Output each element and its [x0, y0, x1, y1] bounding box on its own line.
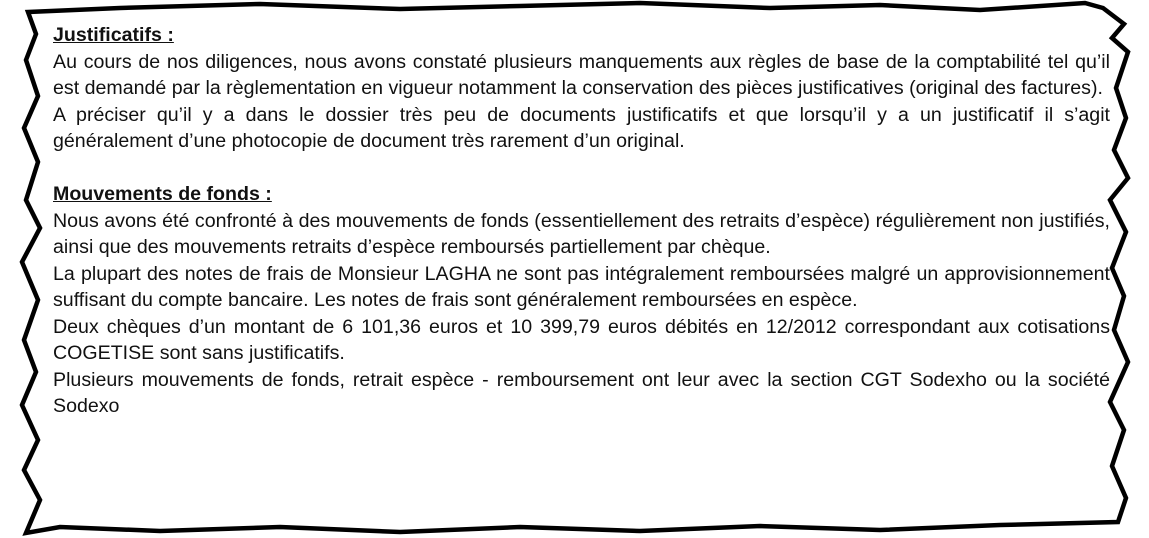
report-text [53, 22, 1110, 420]
paragraph: Nous avons été confronté à des mouvements de fonds (essentiellement des retraits d’espèce) régulièrement non justifiés, ainsi que des mouvements retraits d’espèce remboursés partiellement par chèque. [53, 209, 1110, 258]
paragraph: Deux chèques d’un montant de 6 101,36 euros et 10 399,79 euros débités en 12/2012 correspondant aux cotisations COGETISE sont sans justificatifs. [53, 315, 1110, 364]
section-heading-justificatifs: Justificatifs : [53, 24, 174, 46]
paragraph: Au cours de nos diligences, nous avons constaté plusieurs manquements aux règles de base de la comptabilité tel qu’il est demandé par la règlementation en vigueur notamment la conservation des pièces justificatives (original des factures). [53, 50, 1110, 99]
paragraph: La plupart des notes de frais de Monsieur LAGHA ne sont pas intégralement remboursées malgré un approvisionnement suffisant du compte bancaire. Les notes de frais sont généralement remboursées en espèce. [53, 262, 1110, 311]
section-spacer [53, 155, 1110, 182]
paragraph: Plusieurs mouvements de fonds, retrait espèce - remboursement ont leur avec la section CGT Sodexho ou la société Sodexo [53, 368, 1110, 417]
paragraph: A préciser qu’il y a dans le dossier très peu de documents justificatifs et que lorsqu’il y a un justificatif il s’agit généralement d’une photocopie de document très rarement d’un original. [53, 103, 1110, 152]
section-heading-mouvements-de-fonds: Mouvements de fonds : [53, 183, 272, 205]
